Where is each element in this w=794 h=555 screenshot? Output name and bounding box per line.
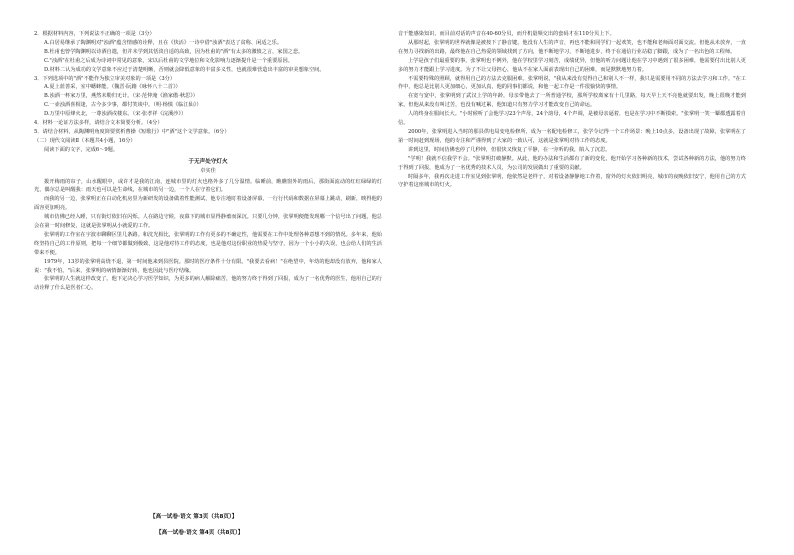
q2-option-b: B.杜甫也曾学陶渊明以诗酒自遣，但并未学到其恬淡自适的高致，因为杜甫的"酒"有太多的激愤之言，家国之悲。 — [44, 48, 304, 55]
story-title: 于无声处守灯火 — [188, 158, 228, 165]
story-paragraph: 时隔多年，我再次走进工作室见到张掌明，他依然是老样子，对着设备静静地工作着，窗外的灯火依旧明亮，城市的夜晚依旧安宁，他用自己的方式守护着这座城市的灯火。 — [398, 173, 746, 189]
story-paragraph: 人的终身在服间长大。"小时候听了会他学习23个声母，24个韵母，4个声调，是被母亲逼着，也是在学习中不断摸索。"张掌明一笑一颦都透露着自信。 — [398, 111, 746, 127]
q2-option-c: C."浊酒"在杜甫之后成为诗词中常见的意象，宋以后杜甫的文学地位和文化影响力逐渐提升是一个重要原因。 — [44, 57, 293, 64]
reading-instruction: 阅读下面的文字，完成6～9题。 — [44, 146, 119, 153]
q5-stem: 5．请结合材料，从陶渊明角度简要赏析曹操《短歌行》中"酒"这个文学意象。（6分） — [34, 128, 230, 135]
story-author: 卓实佳 — [200, 167, 216, 174]
q3-stem: 3．下列选项中的"酒"不能作为独立审美对象的一项是（3分） — [34, 75, 176, 82]
story-paragraph: 从那时起，张掌明的世界就像是被按下了静音键。他没有人生的声音，再也不能和同学们一起欢笑，也不能和老师面对面交流。但他从未放弃，一直在努力寻找新的出路，最终他在自己热爱的领域找到了方向，他不断地学习，不断地进步，终于在通信行业站稳了脚跟，成为了一名出色的工程师。 — [398, 39, 746, 55]
q3-option-d: D.万里中原烽火北，一尊浊酒戍楼东。（宋·张孝祥《浣溪沙》） — [44, 111, 187, 118]
story-paragraph: 不需要特殊的照顾，就得用自己的方法去克服困难。张掌明说，"我从来没有觉得自己和别人不一样，我只是需要用不同的方法去学习和工作。"在工作中，他总是比别人更加细心，更加认真，他的同事们都说，和他一起工作是一件很愉快的事情。 — [398, 75, 746, 91]
story-paragraph: "学明！我就不信我学不会。"张掌明打破静默。从此，他的办法和生活都有了新的变化，他开始学习各种新的技术，尝试各种新的方法，他的努力终于得到了回报，他成为了一名优秀的技术人员，为公司的发展做出了重要的贡献。 — [398, 155, 746, 171]
story-paragraph: 讲到这里，时间仿佛也停了几秒钟，但很快又恢复了平静，在一旁听的我，陷入了沉思。 — [408, 146, 611, 153]
story-paragraph: 而我的另一边，张掌明正在白动化机房里为新研发的设备做着性能测试，他专注地盯着设备屏幕，一行行代码和数据在屏幕上跳动，刷新，映得他的面容更加明亮。 — [34, 196, 382, 212]
q3-option-b: B.浊酒一杯家万里，燕然未勒归无计。（宋·范仲淹《渔家傲·秋思》） — [44, 93, 198, 100]
story-paragraph: 城市仿佛已经入睡，只有街灯依旧在闪烁。人在路边守候，夜幕下的城市显得静谧而深沉。只要几分钟，张掌明便能发现哪一个信号出了问题，他总会在第一时间修复，这就是张掌明从小就爱的工作。 — [34, 214, 382, 230]
q2-stem: 2．根据材料内容，下列说法不正确的一项是（3分） — [34, 31, 155, 37]
right-column — [398, 30, 746, 190]
story-paragraph: 拨开梅雨的帘子，山水醒眼中，或许才是我的江南，连城市里的灯火也格外多了几分温情。临睡前，瞧瞧窗外的雨后，那街面流动的红红绿绿的灯光，偶尔总是叫醒我：雨天也可以是生命线，在城市的另一边，一个人在守着它们。 — [34, 178, 382, 194]
q3-option-c: C.一壶浊酒喜相逢，古今多少事，都付笑谈中。（明·杨慎《临江仙》） — [44, 102, 202, 109]
q2-option-d: D.材料二认为成功的文学意象不应过于清楚明晰，否则就会降低意象的丰富多义性，也就很难营造出丰富的审美想象空间。 — [44, 66, 325, 73]
section-heading: （二）现代文阅读Ⅱ（本题共4小题，16分） — [34, 137, 136, 144]
story-paragraph: 音干能感染知识，而目前对话的声音在40-60分贝，而升机量频交出的套码才在110分贝上下。 — [398, 31, 615, 37]
left-column — [34, 30, 382, 293]
page-footer-right: 【高一试卷·语文 第4页（共8页）】 — [156, 530, 244, 536]
page-footer-left: 【高一试卷·语文 第3页（共8页）】 — [150, 514, 238, 520]
q2-option-a: A.白居易继承了陶渊明对"浊酒"蕴含情感的诠释，且在《快活》一诗中借"浊酒"表达了贫称、闲适之乐。 — [44, 39, 283, 46]
q4-stem: 4．材料一论证方法多样，请结合文本简要分析。（4分） — [34, 120, 163, 127]
q3-option-a: A.夏上蓝善采，室中蟋蟀能。（魏晋·阮籍《咏怀八十二首》） — [44, 84, 181, 91]
story-paragraph: 在宽与宽中，张掌明到了武汉上学的年龄，母亲带他去了一所普通学校，那所学校离家有十几里路，每天早上天不亮他就要出发，晚上很晚才能到家。但他从来没有叫过苦，也没有喊过累，他知道只有努力学习才能改变自己的命运。 — [398, 93, 746, 109]
story-paragraph: 张掌明的工作室在宇波市聊聊区里几条路。和沈光相比，张掌明的工作有更多的不确定性，他需要在工作中处理各种意想不到的情况。多年来，他始终坚持自己的工作原则，把每一个细节都做到极致，这是他对待工作的态度，也是他对这份职业的热爱与坚守，因为一个小小的失误，也会给人们的生活带来不便。 — [34, 231, 382, 256]
story-paragraph: 2000年，张掌明进入当时的那县供电局变电检修所，成为一名配电检修工，张学令记得一个工作场景：晚上10点多，设备出现了故障，张掌明在了第一时间赶到现场，他的专注和严谨得到了大家的一致认可，这就是张掌明对待工作的态度。 — [398, 128, 746, 144]
story-paragraph: 1979年，13岁的张掌明高烧不退，第一时间他来到县医院。那时的医疗条件十分有限。"我要去看病！"在绝望中，年幼的他却没有放弃，他和家人说："我不怕。"后来，张掌明的病情渐渐好转，他也因此与医疗结缘。 — [34, 258, 382, 274]
story-paragraph: 张掌明的人生就这样改变了。他下定决心学习医学知识，为更多的病人解除痛苦，他的努力终于得到了回报，成为了一名优秀的医生，他用自己的行动诠释了什么是医者仁心。 — [34, 276, 382, 292]
story-paragraph: 上学是孩子们最重要的事，张掌明也不例外，他在学校里学习刻苦，成绩优异，但他的听力问题让他在学习中遇到了很多困难，他需要付出比别人更多的努力才能跟上学习进度。为了不让父母担心，他从不在家人面前表现出自己的困难，而是默默地努力着。 — [398, 57, 746, 73]
